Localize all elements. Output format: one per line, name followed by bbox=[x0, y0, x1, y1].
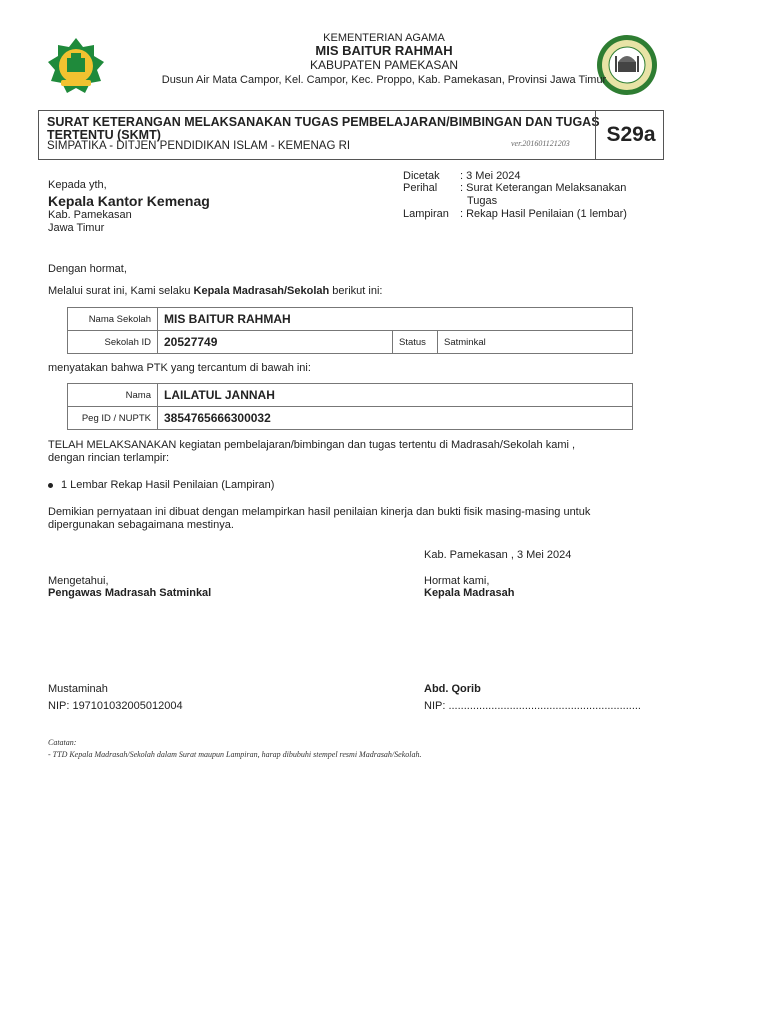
subject-value-2: Tugas bbox=[467, 195, 498, 207]
recipient-name: Kepala Kantor Kemenag bbox=[48, 193, 210, 209]
printed-value: : 3 Mei 2024 bbox=[460, 170, 521, 182]
school-table bbox=[67, 307, 633, 354]
ptk-name-value: LAILATUL JANNAH bbox=[158, 384, 633, 407]
table-row bbox=[68, 308, 633, 331]
title-box bbox=[38, 110, 664, 160]
table-row bbox=[68, 407, 633, 430]
salutation: Dengan hormat, bbox=[48, 263, 127, 275]
school-address: Dusun Air Mata Campor, Kel. Campor, Kec. Proppo, Kab. Pamekasan, Provinsi Jawa Timur bbox=[161, 74, 607, 86]
attachment-list-text: 1 Lembar Rekap Hasil Penilaian (Lampiran) bbox=[61, 479, 275, 491]
ptk-id-value: 3854765666300032 bbox=[158, 407, 633, 430]
right-role: Kepala Madrasah bbox=[424, 587, 515, 599]
notes-text: - TTD Kepala Madrasah/Sekolah dalam Surat maupun Lampiran, harap dibubuhi stempel resmi Madrasah/Sekolah. bbox=[48, 750, 422, 759]
intro-pre: Melalui surat ini, Kami selaku bbox=[48, 285, 194, 297]
left-role: Pengawas Madrasah Satminkal bbox=[48, 587, 212, 599]
attachment-value: : Rekap Hasil Penilaian (1 lembar) bbox=[460, 208, 627, 220]
school-name-value: MIS BAITUR RAHMAH bbox=[158, 308, 633, 331]
form-code: S29a bbox=[595, 110, 666, 160]
status-label: Status bbox=[393, 331, 438, 354]
closing-text-1: Demikian pernyataan ini dibuat dengan melampirkan hasil penilaian kinerja dan bukti fisik masing-masing untuk bbox=[48, 506, 591, 518]
school-name-label: Nama Sekolah bbox=[68, 308, 158, 331]
school-id-label: Sekolah ID bbox=[68, 331, 158, 354]
done-text-1: TELAH MELAKSANAKAN kegiatan pembelajaran/bimbingan dan tugas tertentu di Madrasah/Sekolah kami , bbox=[48, 439, 576, 451]
ptk-id-label: Peg ID / NUPTK bbox=[68, 407, 158, 430]
regency-name: KABUPATEN PAMEKASAN bbox=[309, 58, 459, 72]
status-value: Satminkal bbox=[438, 331, 633, 354]
intro-text bbox=[48, 285, 382, 297]
states-text: menyatakan bahwa PTK yang tercantum di bawah ini: bbox=[48, 362, 311, 374]
recipient-greeting: Kepada yth, bbox=[48, 179, 107, 191]
attachment-label: Lampiran bbox=[403, 208, 449, 220]
ptk-table bbox=[67, 383, 633, 430]
table-row bbox=[68, 384, 633, 407]
ptk-name-label: Nama bbox=[68, 384, 158, 407]
place-date: Kab. Pamekasan , 3 Mei 2024 bbox=[424, 549, 572, 561]
printed-label: Dicetak bbox=[403, 170, 440, 182]
recipient-line2: Jawa Timur bbox=[48, 222, 105, 234]
recipient-line1: Kab. Pamekasan bbox=[48, 209, 132, 221]
bullet-icon bbox=[48, 483, 53, 488]
document-title: SURAT KETERANGAN MELAKSANAKAN TUGAS PEMBELAJARAN/BIMBINGAN DAN TUGAS TERTENTU (SKMT) bbox=[47, 115, 600, 142]
school-id-value: 20527749 bbox=[158, 331, 393, 354]
intro-post: berikut ini: bbox=[329, 285, 383, 297]
version-label: ver.201601121203 bbox=[511, 139, 570, 148]
document-subtitle: SIMPATIKA - DITJEN PENDIDIKAN ISLAM - KEMENAG RI bbox=[47, 140, 351, 152]
left-caption: Mengetahui, bbox=[48, 575, 109, 587]
right-signer-name: Abd. Qorib bbox=[424, 683, 481, 695]
left-signer-name: Mustaminah bbox=[48, 683, 108, 695]
intro-bold: Kepala Madrasah/Sekolah bbox=[193, 285, 330, 297]
right-caption: Hormat kami, bbox=[424, 575, 490, 587]
subject-value-1: : Surat Keterangan Melaksanakan bbox=[460, 182, 627, 194]
school-name: MIS BAITUR RAHMAH bbox=[315, 43, 453, 58]
notes-label: Catatan: bbox=[48, 738, 77, 747]
right-signer-nip: NIP: ............................................................... bbox=[424, 700, 641, 712]
left-signer-nip: NIP: 197101032005012004 bbox=[48, 700, 183, 712]
closing-text-2: dipergunakan sebagaimana mestinya. bbox=[48, 519, 234, 531]
done-text-2: dengan rincian terlampir: bbox=[48, 452, 170, 464]
attachment-list-item bbox=[48, 479, 274, 491]
table-row bbox=[68, 331, 633, 354]
ministry-name: KEMENTERIAN AGAMA bbox=[323, 32, 445, 44]
subject-label: Perihal bbox=[403, 182, 438, 194]
